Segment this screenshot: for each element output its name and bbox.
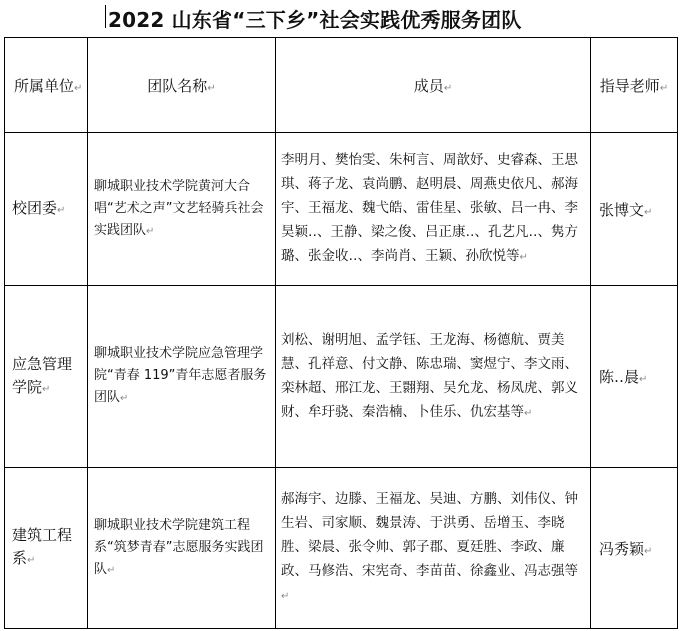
paragraph-mark: ↵ [524,407,533,419]
paragraph-mark: ↵ [74,82,83,94]
team-cell [88,286,276,468]
paragraph-mark: ↵ [207,82,216,94]
header-cell-advisor [591,38,678,133]
header-cell-members [276,38,591,133]
advisor-text: 冯秀颖 [599,539,645,558]
members-cell [276,286,591,468]
header-team-label: 团队名称 [147,76,208,95]
advisor-cell [591,133,678,286]
header-unit-label: 所属单位 [14,76,75,95]
paragraph-mark: ↵ [443,82,453,94]
advisor-text: 张博文 [599,200,645,219]
members-text: 李明月、樊怡雯、朱柯言、周歆妤、史睿森、王思琪、蒋子龙、袁尚鹏、赵明晨、周燕史依凡、郝海宇、王福龙、魏弋皓、雷佳星、张敏、吕一冉、李昊颖‥、王静、梁之俊、吕正康‥、孔艺凡‥、隽方璐、张金收‥、李尚肖、王颖、孙欣悦等 [281,152,579,264]
title-area [0,0,682,36]
paragraph-mark: ↵ [120,393,129,404]
paragraph-mark: ↵ [27,555,36,566]
team-name-text: 聊城职业技术学院黄河大合唱“艺术之声”文艺轻骑兵社会实践团队 [94,178,264,238]
paragraph-mark: ↵ [107,564,116,576]
team-cell [88,468,276,629]
team-cell [88,133,276,286]
unit-cell [5,468,88,629]
text-cursor [105,5,106,28]
teams-table [4,37,678,629]
paragraph-mark: ↵ [146,225,155,237]
paragraph-mark: ↵ [281,591,290,602]
members-text: 郝海宇、边滕、王福龙、吴迪、方鹏、刘伟仪、钟生岩、司家顺、魏景涛、于洪勇、岳增玉、李晓胜、梁晨、张令帅、郭子郡、夏廷胜、李政、廉政、马修浩、宋宪奇、李苗苗、徐鑫业、冯志强等 [281,491,578,579]
table-row [5,286,678,468]
paragraph-mark: ↵ [639,374,648,385]
document-title: 2022 山东省“三下乡”社会实践优秀服务团队 [108,8,522,32]
table-header-row [5,38,678,133]
unit-text: 应急管理学院 [12,354,73,396]
table-row [5,133,678,286]
paragraph-mark: ↵ [57,204,66,216]
paragraph-mark: ↵ [644,545,653,557]
unit-cell [5,133,88,286]
team-name-text: 聊城职业技术学院应急管理学院“青春 119”青年志愿者服务团队 [94,346,267,405]
advisor-text: 陈‥晨 [599,368,640,386]
advisor-cell [591,286,678,468]
unit-cell [5,286,88,468]
header-advisor-label: 指导老师 [599,76,660,95]
members-cell [276,468,591,629]
paragraph-mark: ↵ [659,82,669,94]
table-row [5,468,678,629]
unit-text: 校团委 [12,198,58,217]
members-cell [276,133,591,286]
header-cell-unit [5,38,88,133]
members-text: 刘松、谢明旭、孟学钰、王龙海、杨德航、贾美慧、孔祥意、付文静、陈忠瑞、窦煜宁、李文雨、栾林超、邢江龙、王翾翔、吴允龙、杨凤虎、郭义财、牟玗骁、秦浩楠、卜佳乐、仇宏基等 [281,331,578,420]
paragraph-mark: ↵ [644,206,653,218]
header-members-label: 成员 [413,76,444,95]
paragraph-mark: ↵ [42,383,51,395]
advisor-cell [591,468,678,629]
header-cell-team [88,38,276,133]
paragraph-mark: ↵ [519,252,528,263]
team-name-text: 聊城职业技术学院建筑工程系“筑梦青春”志愿服务实践团队 [94,517,264,577]
unit-text: 建筑工程系 [12,526,73,567]
